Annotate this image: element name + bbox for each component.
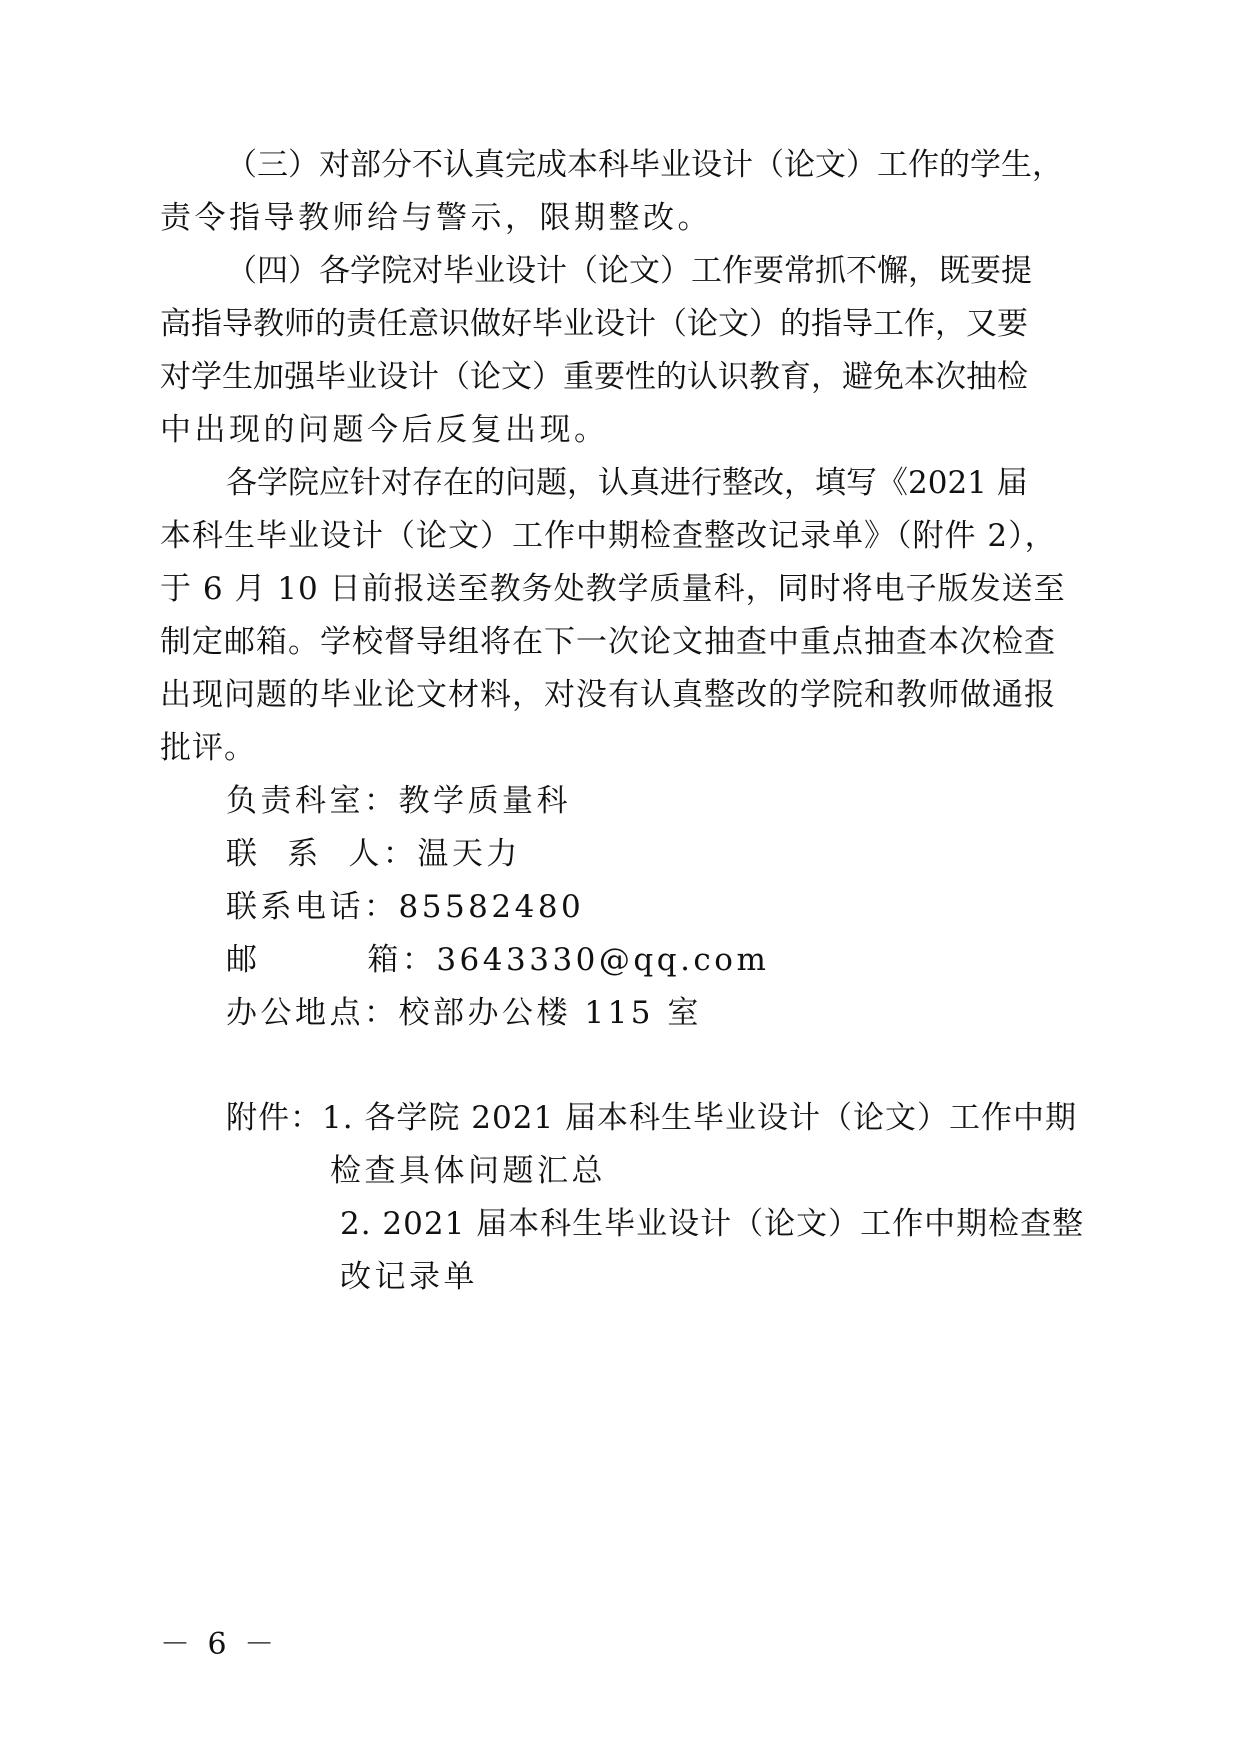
rectify-line3: 于 6 月 10 日前报送至教务处教学质量科，同时将电子版发送至 [160,571,1066,607]
rectify-line6: 批评。 [160,730,256,766]
para3-line1: （三）对部分不认真完成本科毕业设计（论文）工作的学生， [226,147,1063,183]
rectify-line2: 本科生毕业设计（论文）工作中期检查整改记录单》（附件 2）， [160,518,1057,554]
contact-location: 办公地点：校部办公楼 115 室 [226,995,702,1031]
para3-line2: 责令指导教师给与警示，限期整改。 [160,200,712,236]
attachment-item1-line1: 附件：1. 各学院 2021 届本科生毕业设计（论文）工作中期 [226,1100,1078,1136]
attachment-item1-line2: 检查具体问题汇总 [330,1153,606,1189]
attachment-item2-line2: 改记录单 [340,1259,478,1295]
para4-line4: 中出现的问题今后反复出现。 [160,412,609,448]
page-number: － 6 － [160,1627,279,1662]
para4-line1: （四）各学院对毕业设计（论文）工作要常抓不懈，既要提 [226,253,1032,289]
contact-email: 邮 箱：3643330@qq.com [226,942,770,978]
para4-line2: 高指导教师的责任意识做好毕业设计（论文）的指导工作，又要 [160,306,1028,342]
attachment-item2-line1: 2. 2021 届本科生毕业设计（论文）工作中期检查整 [340,1206,1085,1242]
contact-person: 联 系 人：温天力 [226,836,521,872]
para4-line3: 对学生加强毕业设计（论文）重要性的认识教育，避免本次抽检 [160,359,1028,395]
contact-office: 负责科室：教学质量科 [226,783,571,819]
rectify-line1: 各学院应针对存在的问题，认真进行整改，填写《2021 届 [226,465,1028,501]
rectify-line4: 制定邮箱。学校督导组将在下一次论文抽查中重点抽查本次检查 [160,624,1056,660]
rectify-line5: 出现问题的毕业论文材料，对没有认真整改的学院和教师做通报 [160,677,1056,713]
contact-phone: 联系电话：85582480 [226,889,585,925]
